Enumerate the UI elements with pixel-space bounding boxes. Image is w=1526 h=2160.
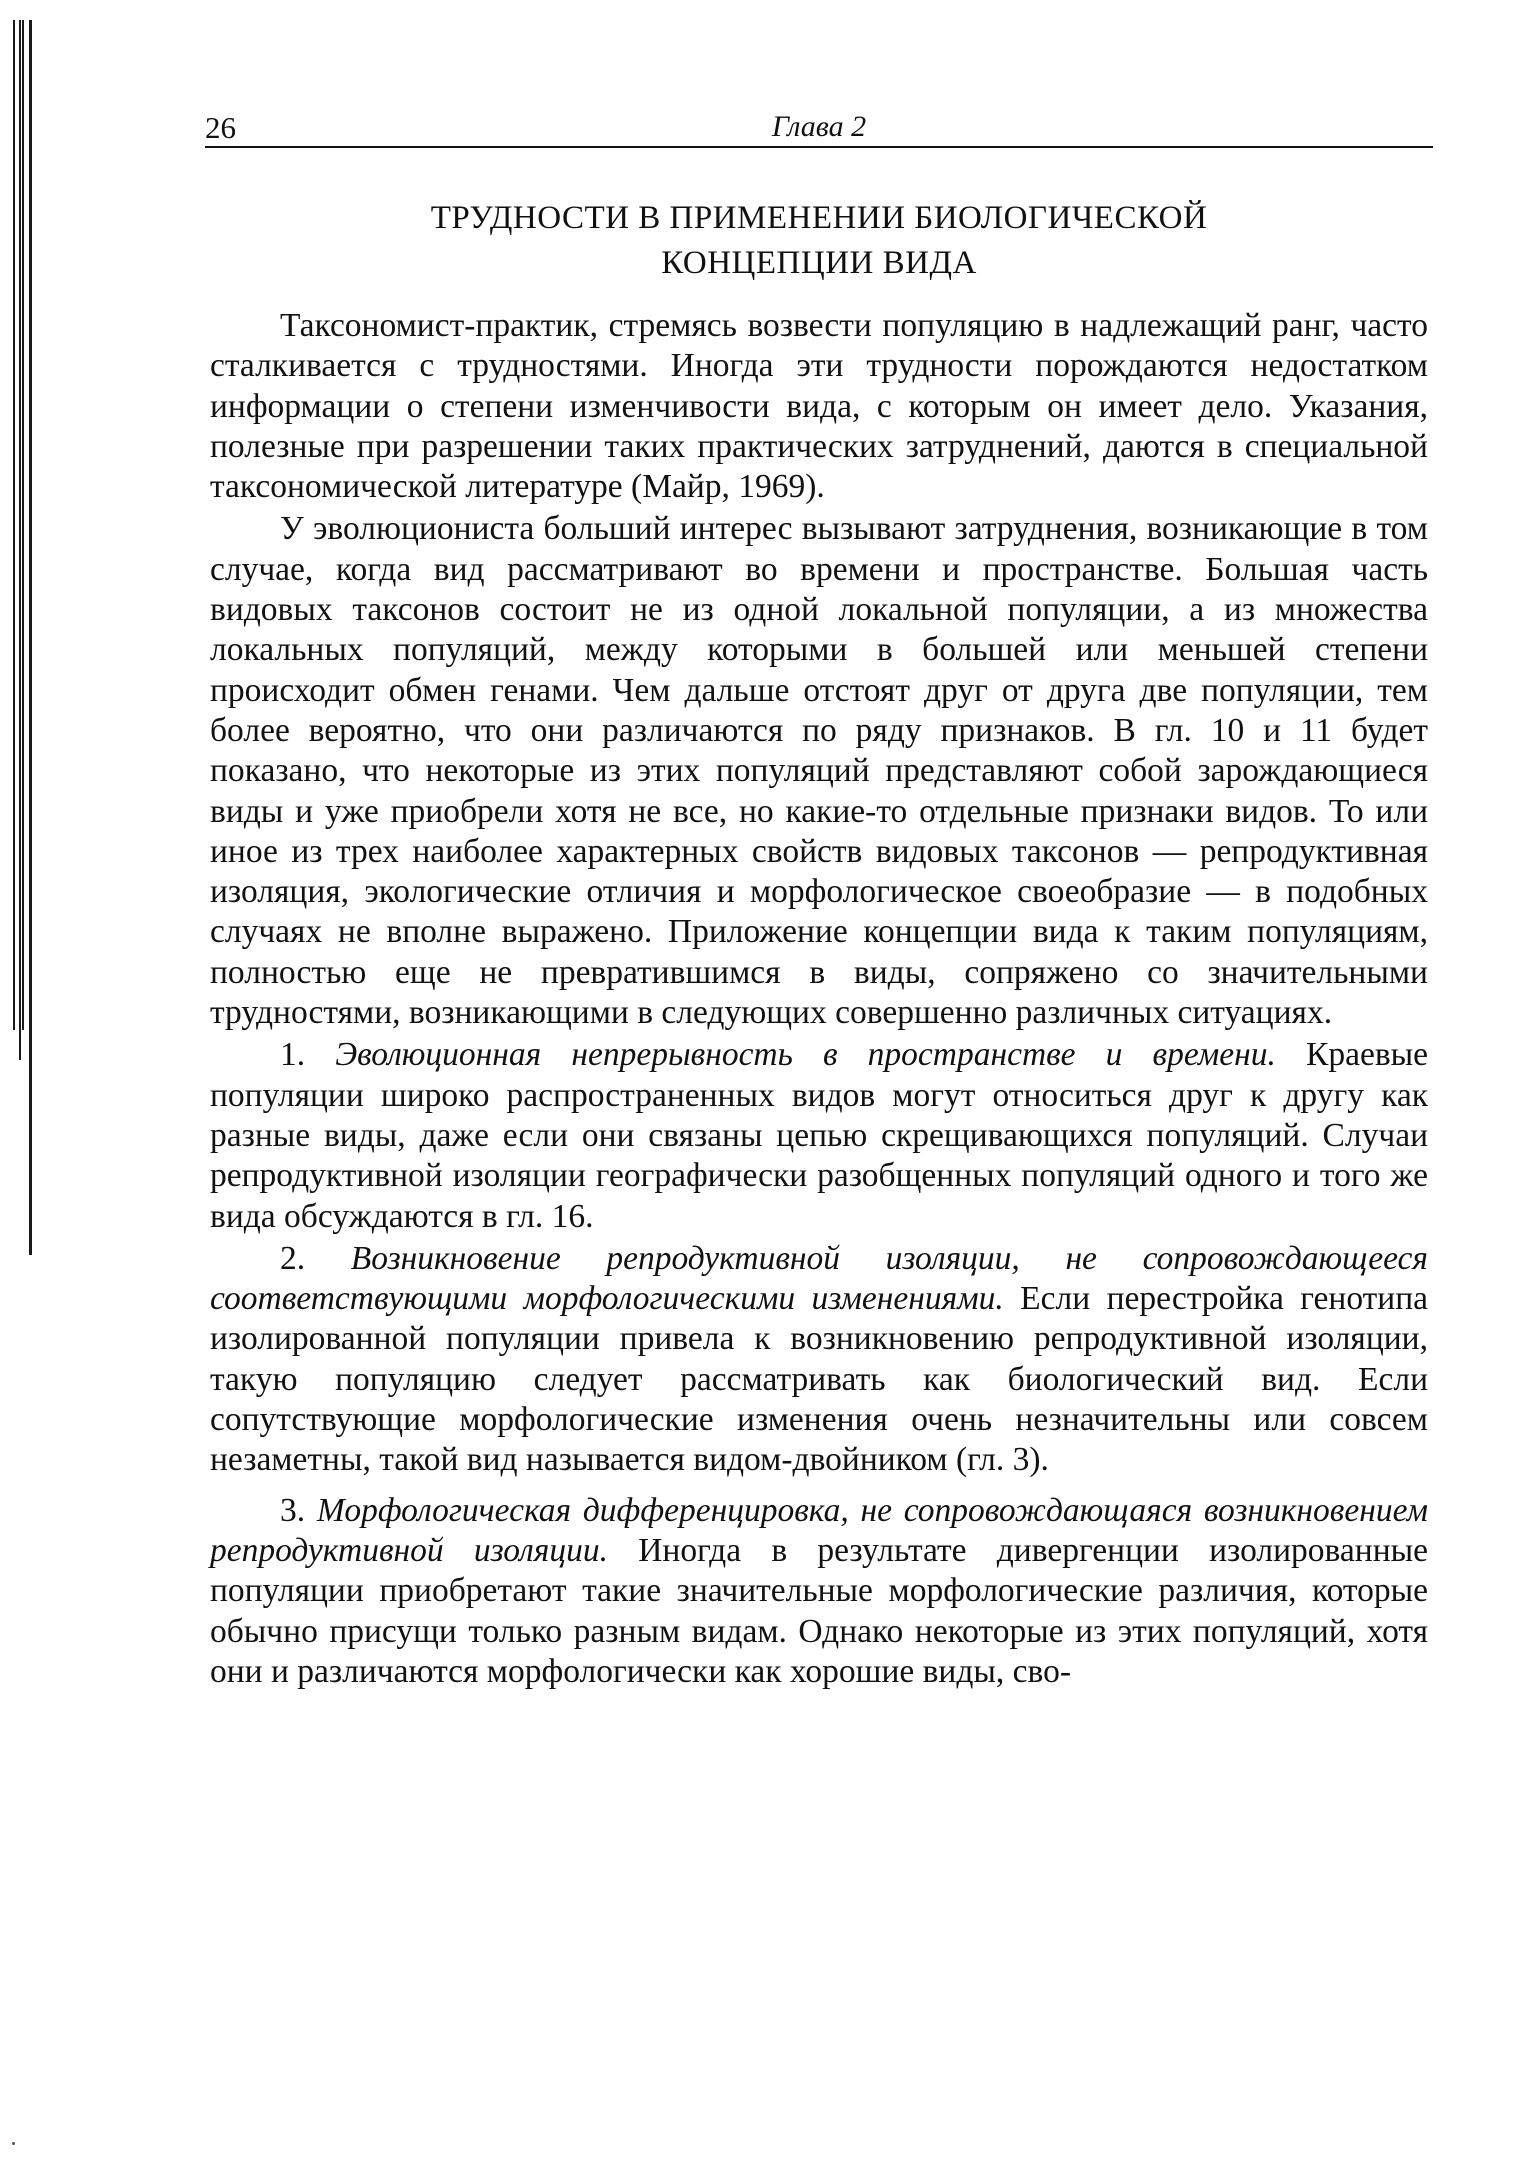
case-heading: Возникновение репродуктивной изоляции, не сопровождающееся соответствующими морфологическими изменениями. xyxy=(210,1239,1428,1318)
case-text: Краевые популяции широко распространенных видов могут относиться друг к другу как разные виды, даже если они связаны цепью скрещивающихся популяций. Случаи репродуктивной изоляции географически разобщенных популяций одного и того же вида обсуждаются в гл. 16. xyxy=(210,1036,1429,1235)
page-number: 26 xyxy=(205,110,236,145)
body-text xyxy=(210,306,1428,1692)
binding-edge-line xyxy=(19,20,21,1060)
case-paragraph xyxy=(210,1035,1428,1236)
case-number: 2. xyxy=(280,1239,306,1277)
running-head: Глава 2 xyxy=(771,110,867,143)
binding-edge-line xyxy=(13,20,15,1030)
case-heading: Эволюционная непрерывность в пространстве и времени. xyxy=(335,1036,1276,1074)
case-paragraph xyxy=(210,1491,1428,1692)
section-title-line: ТРУДНОСТИ В ПРИМЕНЕНИИ БИОЛОГИЧЕСКОЙ xyxy=(430,200,1208,236)
case-text: Иногда в результате дивергенции изолированные популяции приобретают такие значительные морфологические различия, которые обычно присущи только разным видам. Однако некоторые из этих популяций, хотя они и различаются морфологически как хорошие виды, сво- xyxy=(210,1531,1428,1690)
binding-edge-line xyxy=(29,20,32,1255)
paragraph: У эволюциониста больший интерес вызывают затруднения, возникающие в том случае, когда вид рассматривают во времени и пространстве. Большая часть видовых таксонов состоит не из одной локальной популяции, а из множества локальных популяций, между которыми в большей или меньшей степени происходит обмен генами. Чем дальше отстоят друг от друга две популяции, тем более вероятно, что они различаются по ряду признаков. В гл. 10 и 11 будет показано, что некоторые из этих популяций представляют собой зарождающиеся виды и уже приобрели хотя не все, но какие-то отдельные признаки видов. То или иное из трех наиболее характерных свойств видовых таксонов — репродуктивная изоляция, экологические отличия и морфологическое своеобразие — в подобных случаях не вполне выражено. Приложение концепции вида к таким популяциям, полностью еще не превратившимся в виды, сопряжено со значительными трудностями, возникающими в следующих совершенно различных ситуациях. xyxy=(210,510,1428,1032)
page-header xyxy=(205,110,1433,148)
case-text: Если перестройка генотипа изолированной популяции привела к возникновению репродуктивной изоляции, такую популяцию следует рассматривать как биологический вид. Если сопутствующие морфологические изменения очень незначительны или совсем незаметны, такой вид называется видом-двойником (гл. 3). xyxy=(210,1280,1429,1479)
paragraph: Таксономист-практик, стремясь возвести популяцию в надлежащий ранг, часто сталкивается с трудностями. Иногда эти трудности порождаются недостатком информации о степени изменчивости вида, с которым он имеет дело. Указания, полезные при разрешении таких практических затруднений, даются в специальной таксономической литературе (Майр, 1969). xyxy=(210,307,1428,506)
case-paragraph xyxy=(210,1239,1428,1481)
case-number: 1. xyxy=(280,1036,306,1074)
binding-edge-line xyxy=(22,20,24,1030)
section-title-line: КОНЦЕПЦИИ ВИДА xyxy=(661,245,977,281)
section-title xyxy=(205,196,1433,286)
scan-speck xyxy=(12,2142,15,2145)
case-number: 3. xyxy=(280,1491,306,1529)
case-heading: Морфологическая дифференцировка, не сопровождающаяся возникновением репродуктивной изоляции. xyxy=(210,1491,1428,1569)
